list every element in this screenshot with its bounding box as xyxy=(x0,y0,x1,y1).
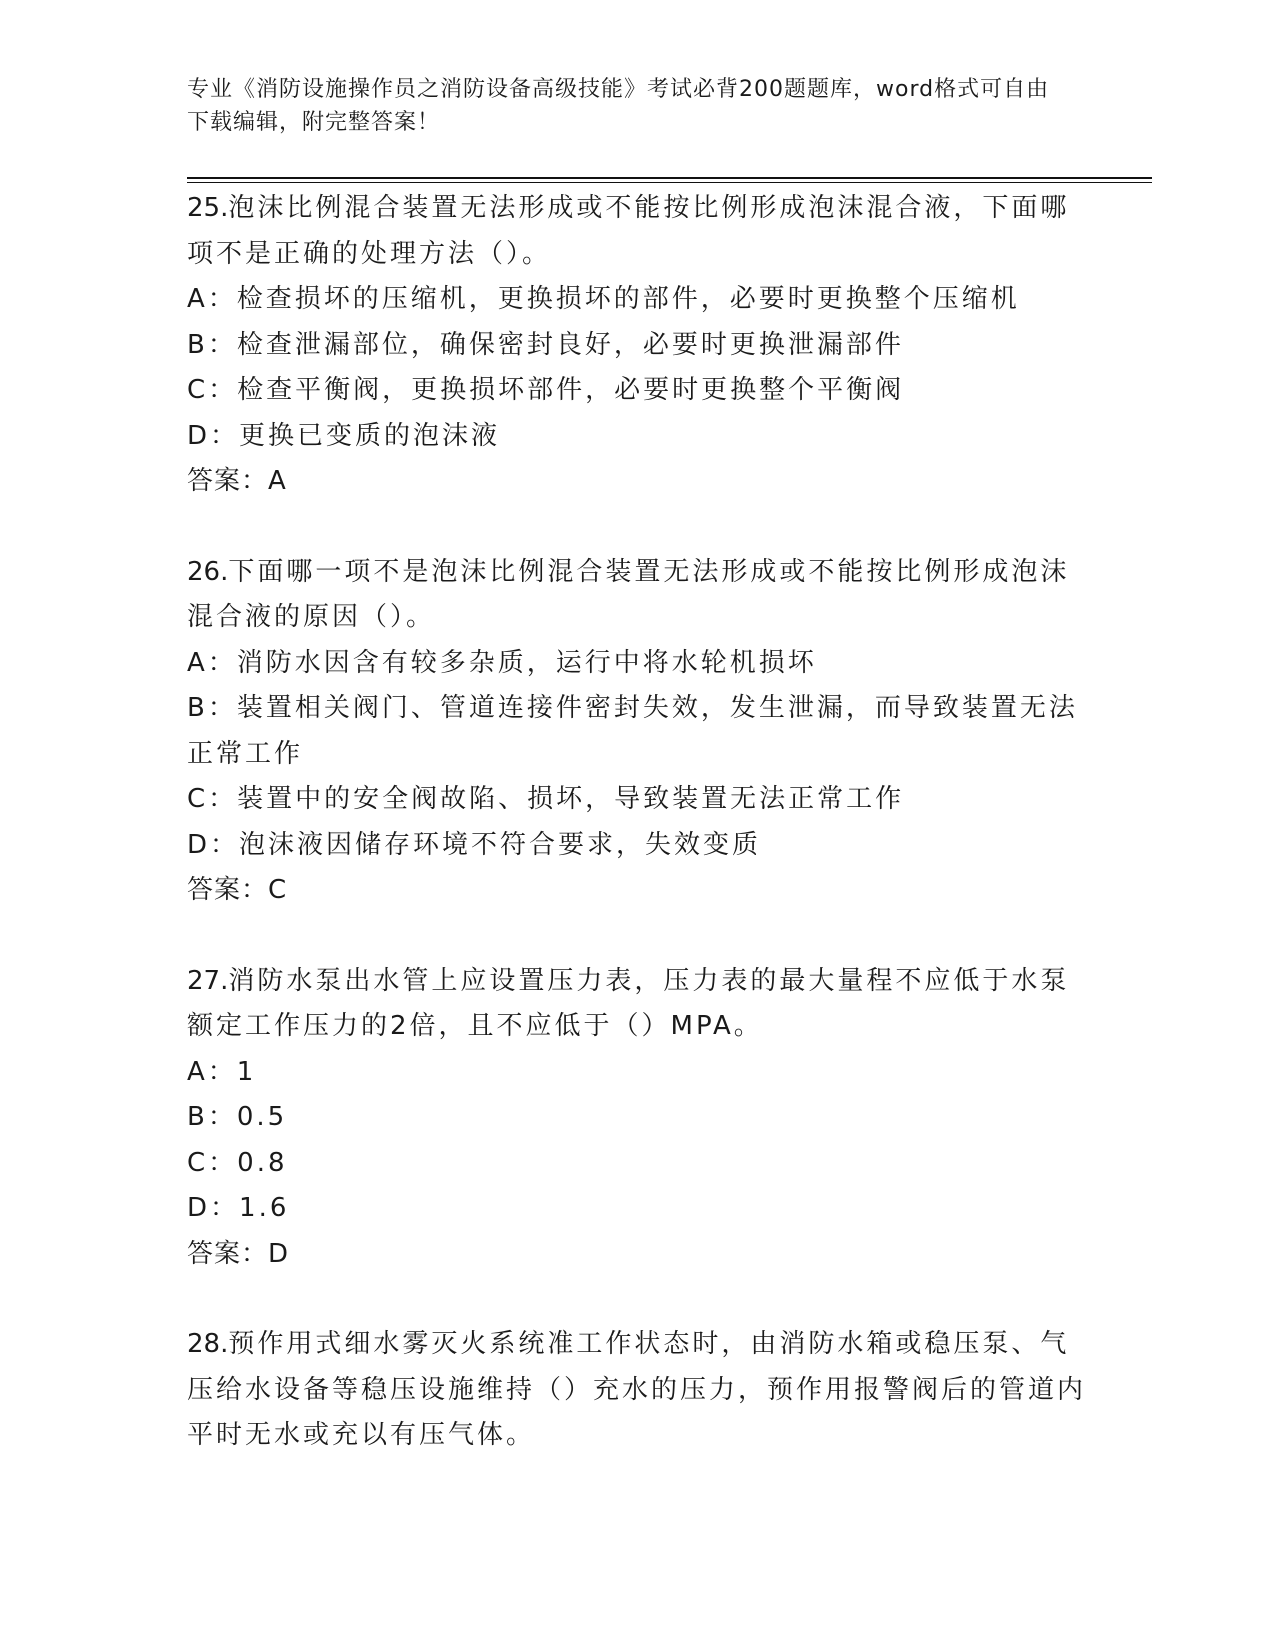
option-a: A：消防水因含有较多杂质，运行中将水轮机损坏 xyxy=(187,647,817,678)
document-header: 专业《消防设施操作员之消防设备高级技能》考试必背200题题库，word格式可自由下载编辑，附完整答案！ xyxy=(187,77,1050,135)
option-c: C：检查平衡阀，更换损坏部件，必要时更换整个平衡阀 xyxy=(187,375,905,405)
question-text xyxy=(187,186,1087,277)
option-d: D：泡沫液因储存环境不符合要求，失效变质 xyxy=(187,829,762,860)
option-c: C：装置中的安全阀故陷、损坏，导致装置无法正常工作 xyxy=(187,784,905,814)
question-26 xyxy=(187,550,1087,914)
question-28 xyxy=(187,1322,1087,1459)
question-number: 28. xyxy=(187,1329,229,1359)
option-b: B：0.5 xyxy=(187,1102,288,1132)
question-number: 25. xyxy=(187,193,229,223)
question-25 xyxy=(187,186,1087,505)
answer-line: 答案：D xyxy=(187,1238,290,1269)
option-d: D：1.6 xyxy=(187,1193,290,1223)
question-27 xyxy=(187,959,1087,1278)
question-list xyxy=(187,186,1087,1504)
answer-line: 答案：C xyxy=(187,875,288,905)
option-a: A：1 xyxy=(187,1056,257,1087)
option-b: B：装置相关阀门、管道连接件密封失效，发生泄漏，而导致装置无法正常工作 xyxy=(187,693,1078,769)
question-number: 27. xyxy=(187,965,229,996)
option-b: B：检查泄漏部位，确保密封良好，必要时更换泄漏部件 xyxy=(187,329,904,360)
question-text xyxy=(187,1322,1087,1459)
header-divider-thin xyxy=(187,182,1152,183)
option-d: D：更换已变质的泡沫液 xyxy=(187,420,501,451)
question-stem: 预作用式细水雾灭火系统准工作状态时，由消防水箱或稳压泵、气压给水设备等稳压设施维持（）充水的压力，预作用报警阀后的管道内平时无水或充以有压气体。 xyxy=(187,1329,1087,1450)
option-c: C：0.8 xyxy=(187,1147,288,1178)
header-divider-thick xyxy=(187,177,1152,179)
question-text xyxy=(187,550,1087,641)
option-a: A：检查损坏的压缩机，更换损坏的部件，必要时更换整个压缩机 xyxy=(187,284,1020,314)
question-number: 26. xyxy=(187,556,229,587)
answer-line: 答案：A xyxy=(187,466,287,496)
question-stem: 下面哪一项不是泡沫比例混合装置无法形成或不能按比例形成泡沫混合液的原因（）。 xyxy=(187,556,1070,632)
question-stem: 泡沫比例混合装置无法形成或不能按比例形成泡沫混合液，下面哪项不是正确的处理方法（）。 xyxy=(187,193,1070,269)
question-stem: 消防水泵出水管上应设置压力表，压力表的最大量程不应低于水泵额定工作压力的2倍，且不应低于（）MPA。 xyxy=(187,965,1070,1041)
question-text xyxy=(187,959,1087,1050)
